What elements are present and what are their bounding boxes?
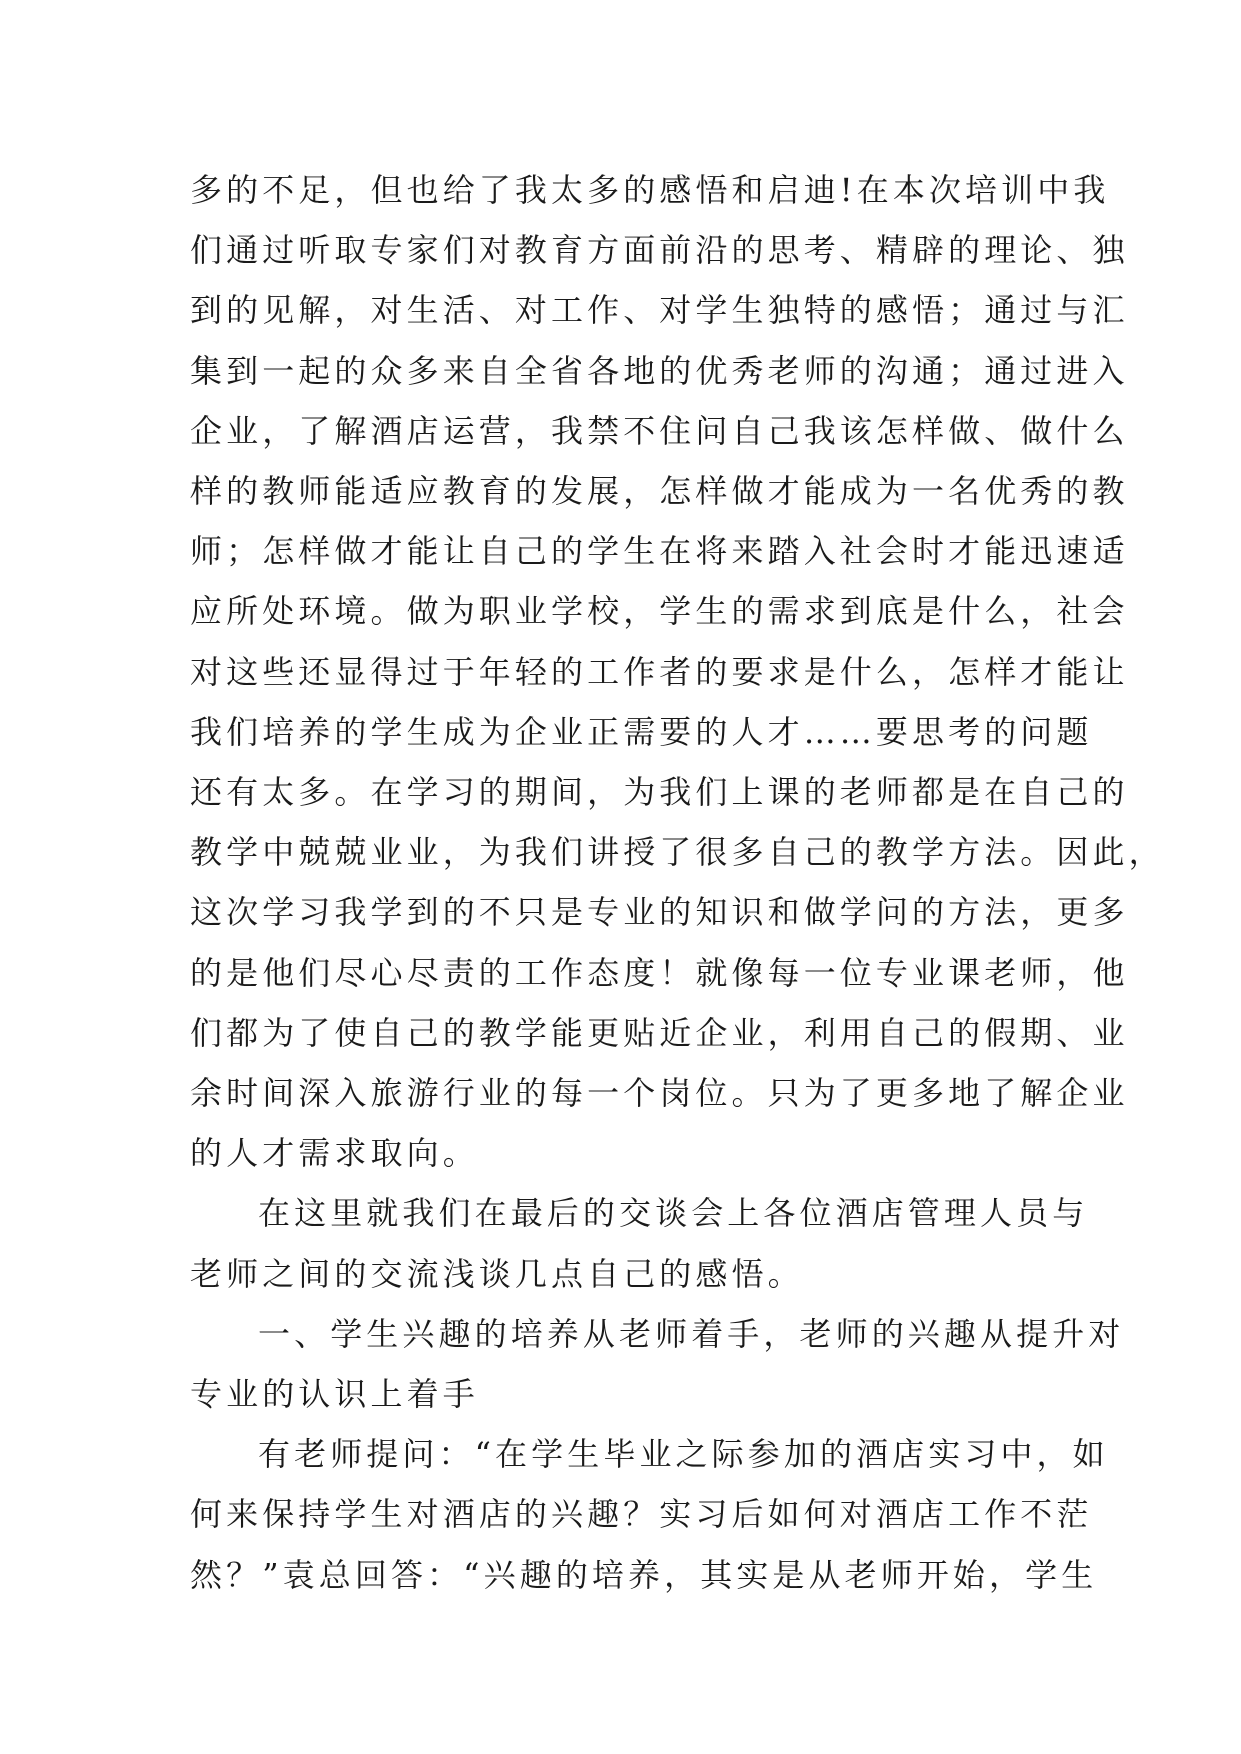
section-heading-1 (190, 1304, 1125, 1424)
document-body (190, 160, 1165, 1605)
text-line: 还有太多。在学习的期间，为我们上课的老师都是在自己的 (190, 773, 1129, 812)
paragraph-training-reflection (190, 160, 1165, 1183)
text-line: 对这些还显得过于年轻的工作者的要求是什么，怎样才能让 (190, 652, 1129, 691)
text-line: 多的不足，但也给了我太多的感悟和启迪!在本次培训中我 (190, 171, 1110, 209)
text-line: 这次学习我学到的不只是专业的知识和做学问的方法，更多 (190, 893, 1129, 932)
text-line: 专业的认识上着手 (190, 1375, 479, 1414)
text-line: 有老师提问：“在学生毕业之际参加的酒店实习中，如 (258, 1435, 1109, 1474)
text-line: 然？”袁总回答：“兴趣的培养，其实是从老师开始，学生 (190, 1555, 1098, 1594)
text-line: 样的教师能适应教育的发展，怎样做才能成为一名优秀的教 (190, 472, 1129, 511)
text-line: 的是他们尽心尽责的工作态度！就像每一位专业课老师，他 (190, 953, 1129, 992)
text-line: 我们培养的学生成为企业正需要的人才……要思考的问题 (190, 712, 1093, 751)
text-line: 应所处环境。做为职业学校，学生的需求到底是什么，社会 (190, 592, 1129, 631)
text-line: 在这里就我们在最后的交谈会上各位酒店管理人员与 (258, 1194, 1089, 1233)
text-line: 教学中兢兢业业，为我们讲授了很多自己的教学方法。因此， (190, 833, 1165, 872)
text-line: 师；怎样做才能让自己的学生在将来踏入社会时才能迅速适 (190, 532, 1129, 571)
paragraph-teacher-question (190, 1424, 1109, 1605)
text-line: 的人才需求取向。 (190, 1134, 479, 1173)
text-line: 们都为了使自己的教学能更贴近企业，利用自己的假期、业 (190, 1013, 1129, 1052)
text-line: 何来保持学生对酒店的兴趣？实习后如何对酒店工作不茫 (190, 1495, 1093, 1534)
paragraph-intro-discussion (190, 1183, 1089, 1303)
text-line: 集到一起的众多来自全省各地的优秀老师的沟通；通过进入 (190, 351, 1129, 390)
text-line: 们通过听取专家们对教育方面前沿的思考、精辟的理论、独 (190, 231, 1129, 270)
text-line: 企业，了解酒店运营，我禁不住问自己我该怎样做、做什么 (190, 411, 1129, 450)
text-line: 余时间深入旅游行业的每一个岗位。只为了更多地了解企业 (190, 1074, 1129, 1113)
text-line: 老师之间的交流浅谈几点自己的感悟。 (190, 1254, 804, 1293)
text-line: 一、学生兴趣的培养从老师着手，老师的兴趣从提升对 (258, 1314, 1125, 1353)
text-line: 到的见解，对生活、对工作、对学生独特的感悟；通过与汇 (190, 291, 1129, 330)
